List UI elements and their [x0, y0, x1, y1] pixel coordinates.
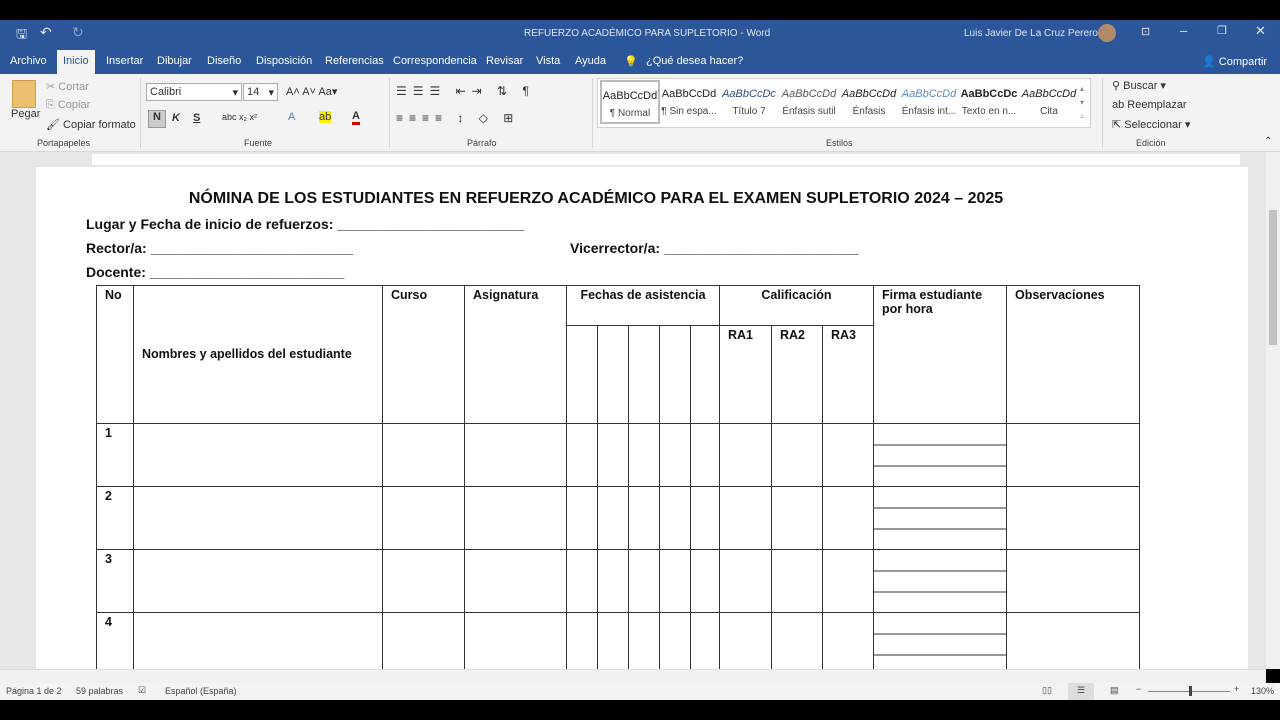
style-sample: AaBbCcDc	[722, 88, 776, 100]
share-label: Compartir	[1218, 56, 1268, 68]
firma-cell[interactable]	[874, 550, 1007, 613]
header-observaciones: Observaciones	[1007, 286, 1140, 424]
group-label: Párrafo	[467, 138, 497, 148]
copy-label: Copiar	[57, 99, 91, 111]
font-name-value: Calibri	[150, 86, 182, 98]
cell[interactable]	[134, 613, 383, 670]
scroll-thumb[interactable]	[1269, 210, 1277, 345]
style-label: Énfasis sutil	[782, 106, 836, 117]
cell[interactable]	[134, 424, 383, 487]
page[interactable]	[36, 167, 1248, 669]
row-number: 3	[97, 550, 134, 613]
cell[interactable]	[465, 424, 567, 487]
group-label: Edición	[1136, 138, 1166, 148]
tab-revisar[interactable]: Revisar	[486, 55, 524, 67]
style-enfasis[interactable]	[839, 80, 899, 124]
horizontal-ruler[interactable]	[0, 152, 1280, 167]
paste-button[interactable]: Pegar	[11, 108, 41, 120]
style-sample: AaBbCcDd	[1021, 88, 1077, 100]
read-mode-icon[interactable]: ▯▯	[1042, 685, 1052, 695]
document-title: NÓMINA DE LOS ESTUDIANTES EN REFUERZO ACADÉMICO PARA EL EXAMEN SUPLETORIO 2024 – 2025	[188, 190, 1004, 207]
list-icons[interactable]: ☰☰☰ ⇤⇥ ⇅ ¶	[396, 84, 535, 98]
highlight-icon[interactable]: ab	[319, 111, 332, 123]
tab-archivo[interactable]: Archivo	[10, 55, 47, 67]
fecha-cell[interactable]	[660, 326, 691, 424]
format-painter-label: Copiar formato	[63, 119, 136, 131]
cell[interactable]	[465, 550, 567, 613]
cut-button[interactable]: ✂ Cortar	[46, 81, 89, 93]
group-label: Estilos	[826, 138, 853, 148]
style-sample: AaBbCcDc	[960, 88, 1018, 100]
zoom-slider-thumb[interactable]	[1189, 686, 1192, 696]
lightbulb-icon: 💡	[624, 56, 638, 68]
header-ra3: RA3	[823, 326, 874, 424]
find-label: Buscar	[1123, 80, 1158, 92]
undo-icon[interactable]: ↶	[40, 24, 52, 40]
style-label: Énfasis	[852, 106, 886, 117]
style-label: Énfasis int...	[901, 106, 957, 117]
table-row	[97, 424, 1140, 487]
bold-button[interactable]: N	[148, 110, 166, 128]
style-sample: AaBbCcDd	[602, 90, 658, 102]
firma-cell[interactable]	[874, 487, 1007, 550]
table-row	[97, 613, 1140, 670]
style-sample: AaBbCcDd	[661, 88, 717, 100]
restore-button[interactable]: ❐	[1217, 25, 1227, 37]
fecha-cell[interactable]	[629, 326, 660, 424]
cell[interactable]	[1007, 487, 1140, 550]
group-label: Portapapeles	[37, 138, 91, 148]
style-label: Cita	[1040, 106, 1058, 117]
web-layout-icon[interactable]: ▤	[1110, 685, 1119, 695]
cell[interactable]	[465, 487, 567, 550]
cell[interactable]	[1007, 613, 1140, 670]
header-no: No	[97, 286, 134, 424]
cell[interactable]	[1007, 550, 1140, 613]
header-calificacion: Calificación	[720, 286, 874, 326]
style-sample: AaBbCcDd	[901, 88, 957, 100]
firma-cell[interactable]	[874, 424, 1007, 487]
zoom-in-button[interactable]: +	[1234, 684, 1240, 694]
ribbon-tabs	[0, 47, 1280, 74]
cell[interactable]	[465, 613, 567, 670]
fecha-cell[interactable]	[567, 326, 598, 424]
strike-sub-super-icons[interactable]: abc x₂ x²	[222, 112, 258, 122]
lugar-line: Lugar y Fecha de inicio de refuerzos: ________________________	[86, 216, 525, 232]
style-label: ¶ Normal	[609, 108, 651, 119]
header-firma: Firma estudiante por hora	[874, 286, 1007, 424]
ribbon-display-icon[interactable]: ⊡	[1141, 26, 1151, 38]
italic-button[interactable]: K	[172, 112, 180, 124]
header-ra2: RA2	[772, 326, 823, 424]
horizontal-scrollbar[interactable]	[0, 669, 1266, 683]
header-nombres: Nombres y apellidos del estudiante	[134, 286, 383, 424]
user-name[interactable]: Luis Javier De La Cruz Perero	[964, 28, 1098, 39]
style-label: Título 7	[732, 106, 766, 117]
tab-inicio[interactable]: Inicio	[57, 50, 95, 74]
copy-button[interactable]: ⎘ Copiar	[46, 99, 91, 111]
table-row	[97, 487, 1140, 550]
fecha-cell[interactable]	[691, 326, 720, 424]
cut-label: Cortar	[58, 81, 89, 93]
proofing-icon[interactable]: ☑	[138, 685, 147, 695]
cell[interactable]	[383, 424, 465, 487]
paste-icon[interactable]	[12, 80, 36, 108]
select-label: Seleccionar	[1124, 119, 1182, 131]
style-label: Texto en n...	[961, 106, 1017, 117]
font-color-icon[interactable]: A	[352, 110, 360, 125]
avatar[interactable]	[1098, 24, 1116, 42]
close-button[interactable]: ✕	[1255, 23, 1266, 38]
tab-vista[interactable]: Vista	[536, 55, 561, 67]
table-row	[97, 550, 1140, 613]
group-label: Fuente	[244, 138, 273, 148]
header-fechas: Fechas de asistencia	[567, 286, 720, 326]
text-effects-icon[interactable]: A	[288, 111, 296, 123]
find-button[interactable]: ⚲ Buscar ▾	[1112, 80, 1166, 92]
tab-diseno[interactable]: Diseño	[207, 55, 242, 67]
header-asignatura: Asignatura	[465, 286, 567, 424]
window-title: REFUERZO ACADÉMICO PARA SUPLETORIO - Word	[524, 28, 771, 39]
vicerrector-line: Vicerrector/a: _________________________	[570, 240, 859, 256]
row-number: 2	[97, 487, 134, 550]
ruler-text-area	[92, 154, 1240, 165]
vertical-scrollbar[interactable]	[1266, 152, 1280, 669]
underline-button[interactable]: S	[193, 112, 201, 124]
rector-line: Rector/a: __________________________	[86, 240, 354, 256]
students-table	[96, 285, 1140, 669]
language[interactable]: Español (España)	[165, 686, 237, 696]
tab-disposicion[interactable]: Disposición	[256, 55, 313, 67]
document-area	[0, 167, 1266, 669]
style-normal[interactable]	[600, 80, 660, 124]
replace-label: Reemplazar	[1127, 99, 1187, 111]
print-layout-icon[interactable]: ☰	[1068, 683, 1094, 700]
style-titulo-7[interactable]	[719, 80, 779, 124]
grow-font-icon[interactable]: A˄ A˅ Aa▾	[286, 86, 338, 98]
row-number: 1	[97, 424, 134, 487]
firma-cell[interactable]	[874, 613, 1007, 670]
ribbon	[0, 74, 1280, 152]
replace-button[interactable]: ab Reemplazar	[1112, 99, 1187, 111]
tab-insertar[interactable]: Insertar	[106, 55, 144, 67]
style-cita[interactable]	[1019, 80, 1079, 124]
cell[interactable]	[134, 487, 383, 550]
zoom-level[interactable]: 130%	[1251, 686, 1275, 696]
redo-icon[interactable]: ↻	[72, 24, 84, 40]
style-enfasis-intenso[interactable]	[899, 80, 959, 124]
style-enfasis-sutil[interactable]	[779, 80, 839, 124]
tab-correspondencia[interactable]: Correspondencia	[393, 55, 477, 67]
cell[interactable]	[383, 550, 465, 613]
header-curso: Curso	[383, 286, 465, 424]
status-bar	[0, 683, 1280, 700]
cell[interactable]	[134, 550, 383, 613]
font-size-select[interactable]: 14 ▾	[243, 83, 278, 101]
word-count[interactable]: 59 palabras	[76, 686, 124, 696]
cell[interactable]	[1007, 424, 1140, 487]
style-texto-en-negrita[interactable]	[959, 80, 1019, 124]
style-label: ¶ Sin espa...	[661, 106, 717, 117]
style-sin-espaciado[interactable]	[659, 80, 719, 124]
align-icons[interactable]: ≡≡≡≡ ↕ ◇ ⊞	[396, 111, 520, 125]
font-size-value: 14	[247, 86, 260, 98]
cell[interactable]	[383, 613, 465, 670]
fecha-cell[interactable]	[598, 326, 629, 424]
format-painter-button[interactable]: 🖌 Copiar formato	[46, 119, 136, 131]
font-name-select[interactable]: Calibri ▾	[146, 83, 242, 101]
docente-line: Docente: _________________________	[86, 264, 345, 280]
zoom-out-button[interactable]: −	[1136, 684, 1142, 694]
tab-referencias[interactable]: Referencias	[325, 55, 384, 67]
cell[interactable]	[383, 487, 465, 550]
title-bar	[0, 20, 1280, 47]
share-button[interactable]: 👤 Compartir	[1202, 56, 1268, 68]
save-icon[interactable]: 🖫	[16, 26, 28, 41]
select-button[interactable]: ⇱ Seleccionar ▾	[1112, 119, 1191, 131]
collapse-ribbon-icon[interactable]: ⌃	[1264, 136, 1273, 147]
style-sample: AaBbCcDd	[781, 88, 837, 100]
tab-dibujar[interactable]: Dibujar	[157, 55, 192, 67]
page-count[interactable]: Página 1 de 2	[6, 686, 62, 696]
header-ra1: RA1	[720, 326, 772, 424]
row-number: 4	[97, 613, 134, 670]
style-sample: AaBbCcDd	[841, 88, 897, 100]
tab-ayuda[interactable]: Ayuda	[575, 55, 606, 67]
tell-me-input[interactable]: ¿Qué desea hacer?	[646, 55, 744, 67]
styles-scroll-icon[interactable]: ▴ ▾ ⩡	[1080, 84, 1085, 121]
minimize-button[interactable]: –	[1180, 23, 1188, 38]
